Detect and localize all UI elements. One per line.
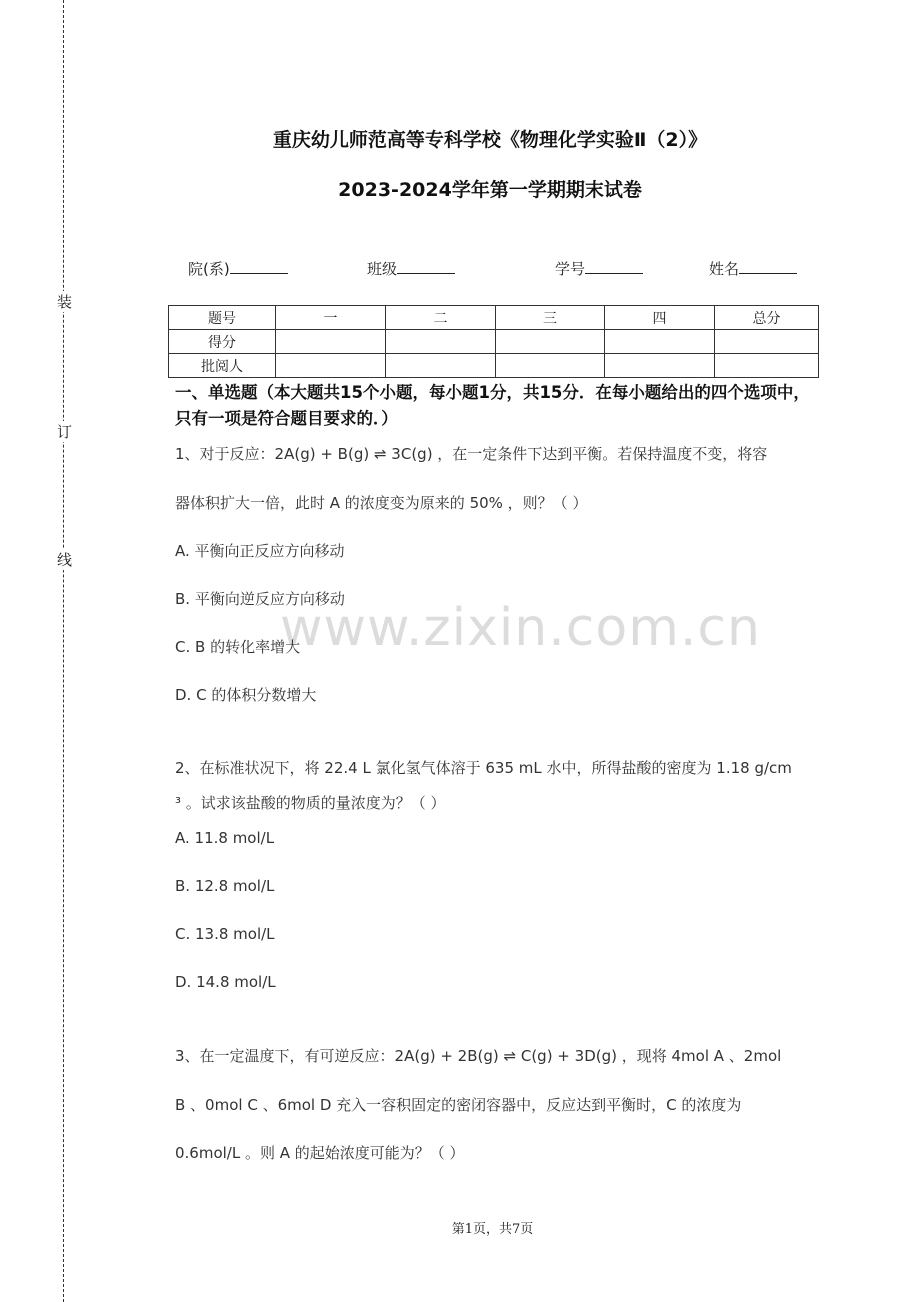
score-cell [605, 330, 715, 354]
question-1-option-b: B. 平衡向逆反应方向移动 [175, 590, 345, 608]
name-label: 姓名 [709, 260, 740, 278]
class-blank [397, 259, 455, 274]
department-label: 院(系) [188, 260, 230, 278]
question-1-option-c: C. B 的转化率增大 [175, 638, 301, 656]
section-heading: 一、单选题（本大题共15个小题，每小题1分，共15分．在每小题给出的四个选项中，只有一项是符合题目要求的．） [175, 383, 810, 428]
score-header-cell: 题号 [169, 306, 276, 330]
binding-char-xian: 线 [57, 551, 73, 569]
binding-char-zhuang: 装 [57, 293, 73, 311]
score-cell [386, 330, 496, 354]
question-3-line-2: B 、0mol C 、6mol D 充入一容积固定的密闭容器中，反应达到平衡时，C 的浓度为 [175, 1096, 742, 1114]
question-2-option-c: C. 13.8 mol/L [175, 925, 275, 943]
score-table [168, 305, 819, 378]
binding-char-ding: 订 [57, 423, 73, 441]
department-blank [230, 259, 288, 274]
name-blank [739, 259, 797, 274]
question-3-line-3: 0.6mol/L 。则 A 的起始浓度可能为？（ ） [175, 1144, 465, 1162]
question-1-option-a: A. 平衡向正反应方向移动 [175, 542, 345, 560]
question-2-line-1: 2、在标准状况下，将 22.4 L 氯化氢气体溶于 635 mL 水中，所得盐酸的密度为 1.18 g/cm [175, 759, 792, 777]
question-2-line-2: ³ 。试求该盐酸的物质的量浓度为？（ ） [175, 794, 446, 812]
question-1-option-d: D. C 的体积分数增大 [175, 686, 317, 704]
score-cell [715, 354, 819, 378]
score-cell [386, 354, 496, 378]
score-row-label: 批阅人 [169, 354, 276, 378]
watermark: www.zixin.com.cn [280, 598, 761, 658]
student-id-field [555, 258, 643, 279]
score-header-cell: 一 [276, 306, 386, 330]
score-cell [276, 330, 386, 354]
score-cell [605, 354, 715, 378]
question-2-option-b: B. 12.8 mol/L [175, 877, 275, 895]
exam-title-line2: 2023-2024学年第一学期期末试卷 [338, 179, 642, 201]
score-table-row [169, 330, 819, 354]
score-header-cell: 总分 [715, 306, 819, 330]
score-header-cell: 二 [386, 306, 496, 330]
class-field [367, 258, 455, 279]
question-1-line-2: 器体积扩大一倍，此时 A 的浓度变为原来的 50% ，则？（ ） [175, 494, 588, 512]
score-cell [715, 330, 819, 354]
exam-title-line1: 重庆幼儿师范高等专科学校《物理化学实验Ⅱ（2）》 [272, 129, 708, 151]
question-2-option-a: A. 11.8 mol/L [175, 829, 275, 847]
name-field [709, 258, 797, 279]
class-label: 班级 [367, 260, 398, 278]
student-id-label: 学号 [555, 260, 586, 278]
score-cell [496, 354, 605, 378]
score-header-cell: 四 [605, 306, 715, 330]
score-cell [276, 354, 386, 378]
student-id-blank [585, 259, 643, 274]
page-footer: 第1页，共7页 [451, 1222, 534, 1237]
department-field [188, 258, 288, 279]
question-2-option-d: D. 14.8 mol/L [175, 973, 276, 991]
score-table-row [169, 354, 819, 378]
score-cell [496, 330, 605, 354]
question-3-line-1: 3、在一定温度下，有可逆反应：2A(g) + 2B(g) ⇌ C(g) + 3D(g) ，现将 4mol A 、2mol [175, 1047, 782, 1065]
question-1-line-1: 1、对于反应：2A(g) + B(g) ⇌ 3C(g) ，在一定条件下达到平衡。若保持温度不变，将容 [175, 445, 768, 463]
score-row-label: 得分 [169, 330, 276, 354]
score-header-cell: 三 [496, 306, 605, 330]
score-table-header-row [169, 306, 819, 330]
